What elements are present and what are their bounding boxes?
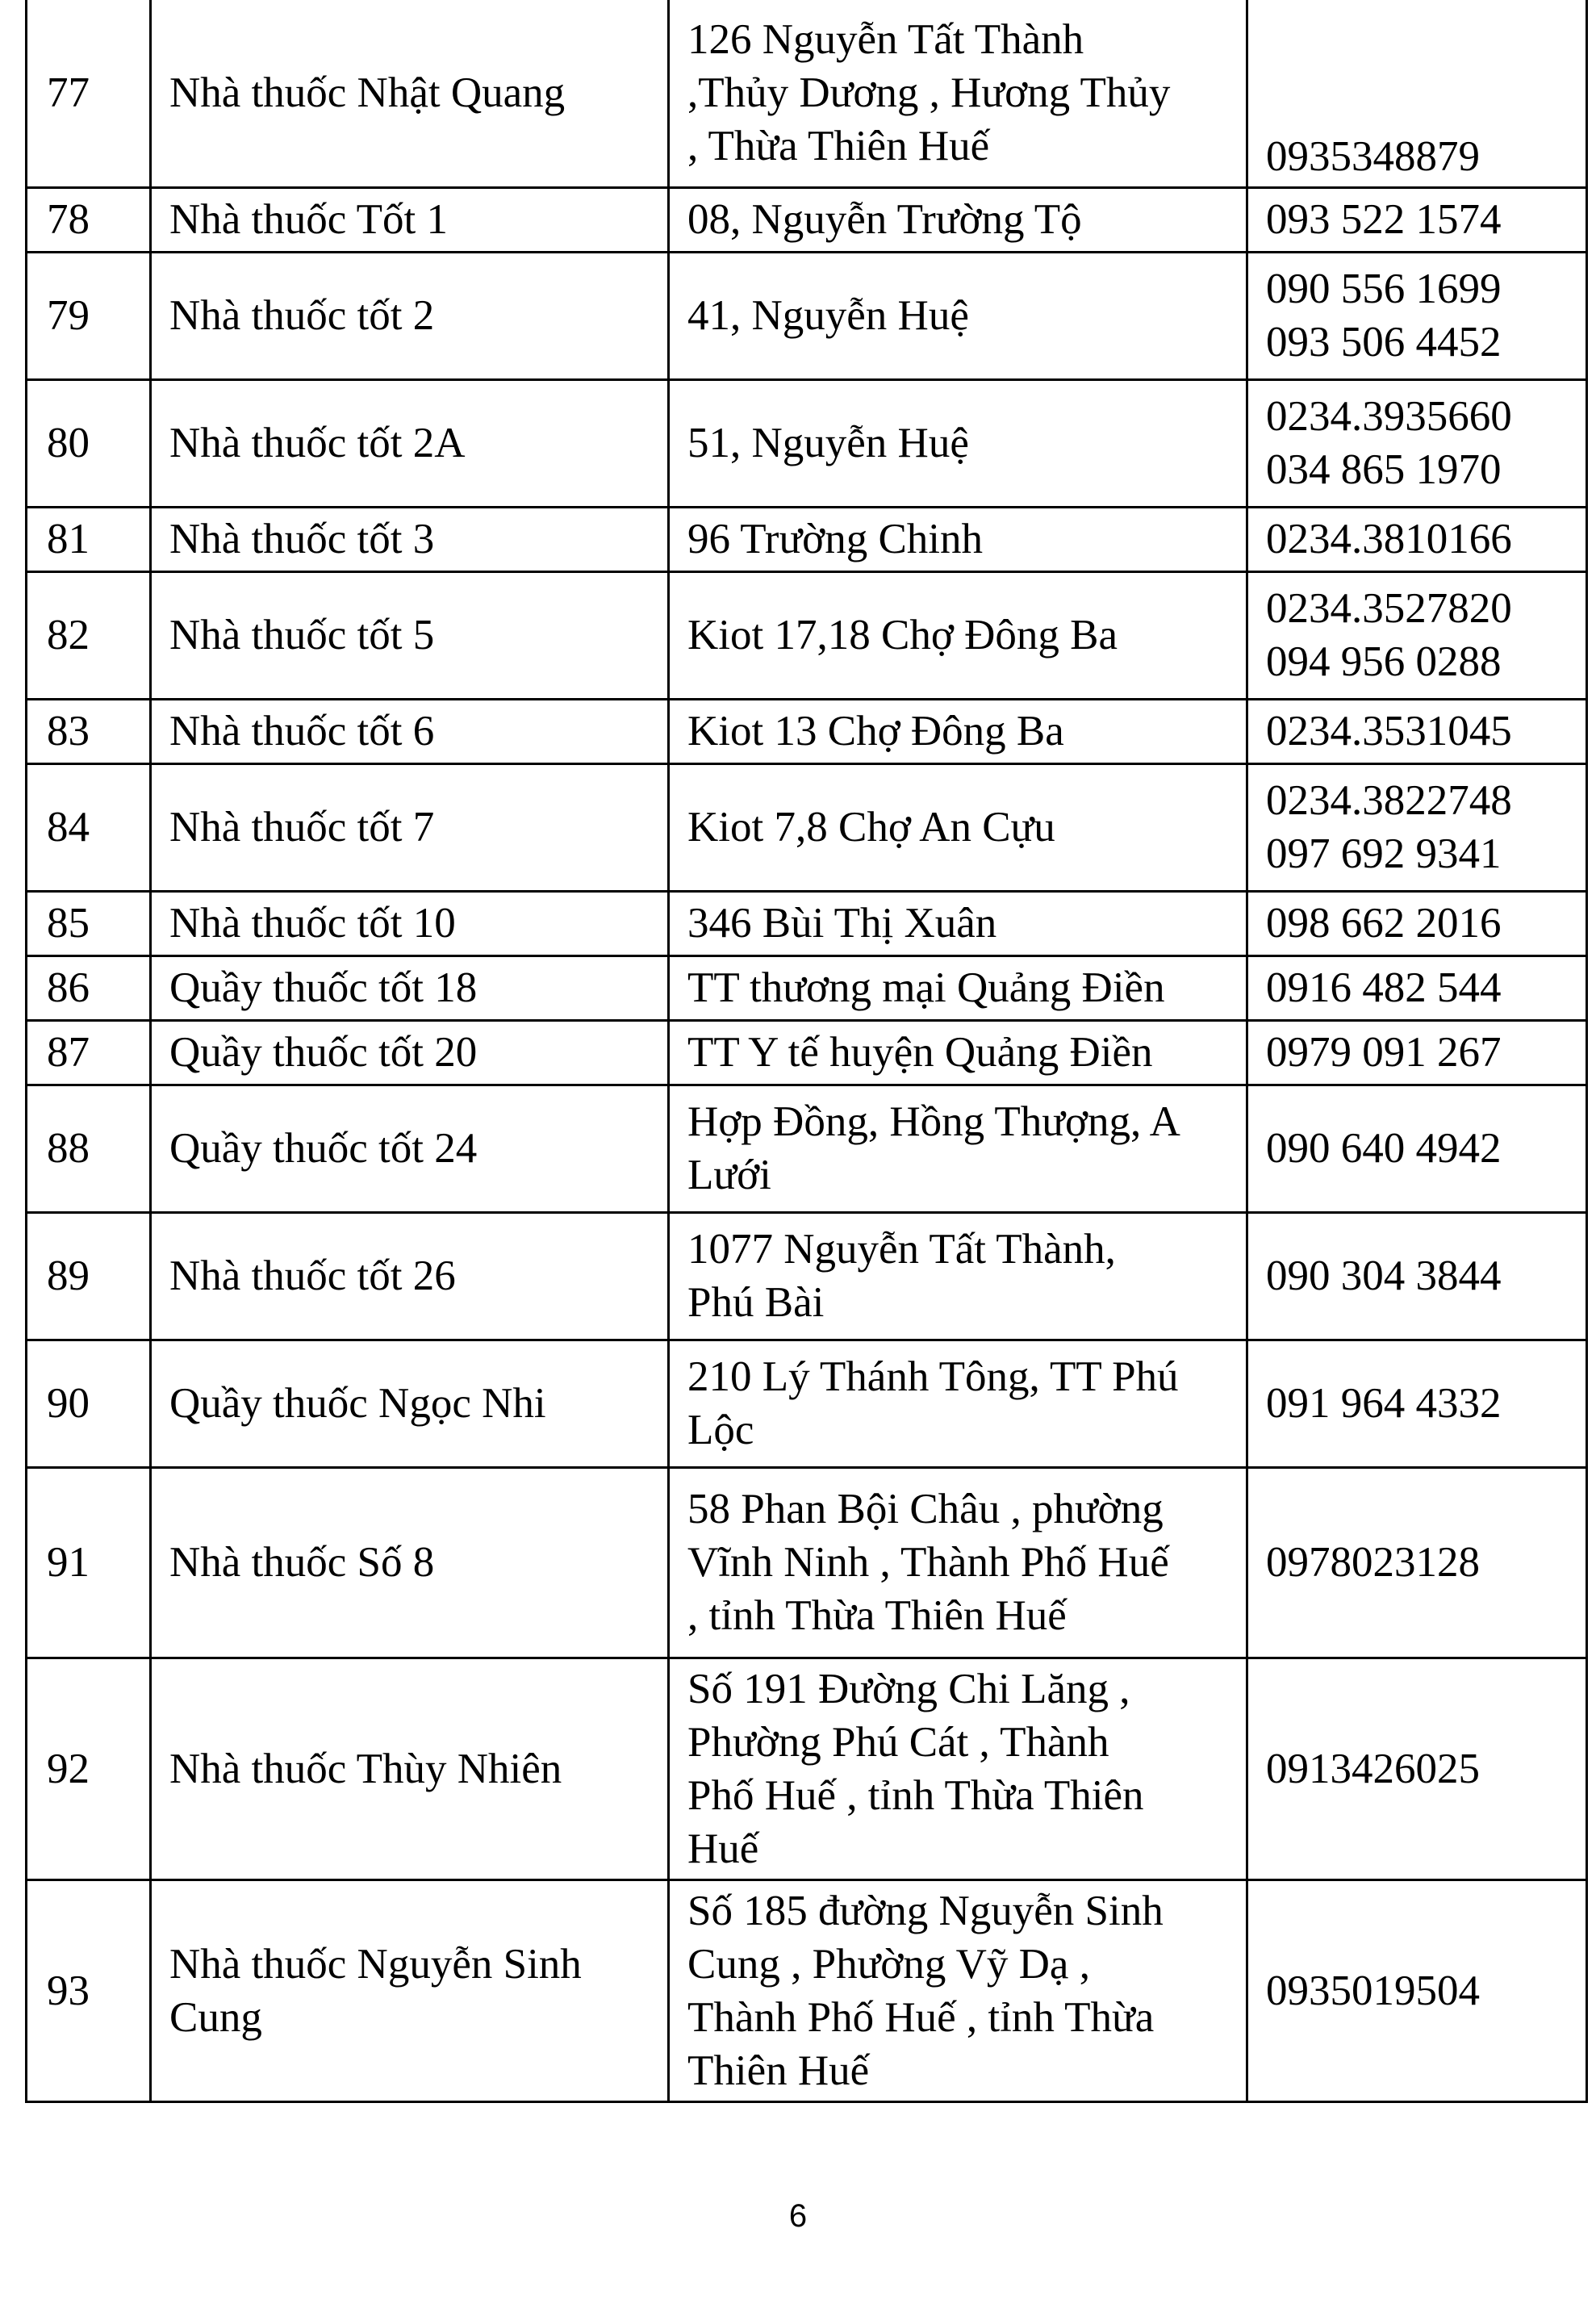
cell-address-line: Kiot 7,8 Chợ An Cựu [687,804,1055,851]
cell-phone [1247,252,1587,379]
table-body [27,0,1587,2101]
cell-pharmacy-name [151,1467,669,1658]
cell-number: 87 [27,1020,151,1085]
cell-address-line: 346 Bùi Thị Xuân [687,900,997,947]
cell-phone-line: 094 956 0288 [1266,638,1502,685]
cell-address-line: Vĩnh Ninh , Thành Phố Huế [687,1539,1169,1586]
cell-phone [1247,187,1587,252]
pharmacy-list-table [25,0,1588,2103]
cell-phone [1247,571,1587,699]
cell-number: 90 [27,1340,151,1467]
cell-number: 91 [27,1467,151,1658]
cell-address-line: , tỉnh Thừa Thiên Huế [687,1592,1067,1639]
cell-pharmacy-name [151,1212,669,1340]
cell-pharmacy-name [151,0,669,187]
cell-pharmacy-name [151,187,669,252]
table-row [27,507,1587,571]
cell-pharmacy-name-line: Nhà thuốc tốt 7 [169,804,435,851]
cell-address-line: 126 Nguyễn Tất Thành [687,16,1084,64]
cell-pharmacy-name-line: Nhà thuốc tốt 2A [169,420,466,466]
cell-number: 84 [27,763,151,891]
cell-phone-line: 0234.3822748 [1266,777,1512,824]
cell-number: 81 [27,507,151,571]
cell-address [669,507,1247,571]
cell-pharmacy-name [151,1085,669,1212]
cell-number: 80 [27,379,151,507]
cell-pharmacy-name [151,379,669,507]
cell-address-line: Kiot 17,18 Chợ Đông Ba [687,612,1118,659]
cell-number: 88 [27,1085,151,1212]
cell-address-line: Phú Bài [687,1279,825,1326]
cell-phone-line: 090 556 1699 [1266,266,1502,312]
cell-address-line: Thành Phố Huế , tỉnh Thừa [687,1993,1155,2041]
cell-number: 77 [27,0,151,187]
cell-address-line: 51, Nguyễn Huệ [687,420,969,466]
cell-address [669,379,1247,507]
table-row [27,1658,1587,1879]
cell-phone-line: 0234.3810166 [1266,516,1512,562]
cell-address-line: ,Thủy Dương , Hương Thủy [687,69,1171,117]
cell-phone-line: 097 692 9341 [1266,830,1502,877]
cell-number: 92 [27,1658,151,1879]
cell-phone-line: 0916 482 544 [1266,964,1502,1011]
table-row [27,252,1587,379]
cell-phone-line: 093 506 4452 [1266,319,1502,366]
cell-number: 83 [27,699,151,763]
cell-address [669,571,1247,699]
cell-address-line: Cung , Phường Vỹ Dạ , [687,1940,1090,1988]
cell-pharmacy-name [151,507,669,571]
cell-phone-line: 0935348879 [1266,132,1480,180]
cell-phone [1247,1085,1587,1212]
cell-address-line: 08, Nguyễn Trường Tộ [687,196,1082,243]
cell-number: 89 [27,1212,151,1340]
cell-pharmacy-name-line: Nhà thuốc tốt 3 [169,516,435,562]
cell-address [669,1879,1247,2101]
cell-phone-line: 0978023128 [1266,1539,1480,1586]
table-row [27,571,1587,699]
cell-pharmacy-name-line: Nhà thuốc Nguyễn Sinh [169,1940,582,1988]
cell-address [669,1467,1247,1658]
cell-number: 78 [27,187,151,252]
cell-address-line: Phố Huế , tỉnh Thừa Thiên [687,1771,1144,1819]
cell-pharmacy-name-line: Nhà thuốc tốt 6 [169,708,435,755]
cell-address [669,1085,1247,1212]
cell-phone-line: 0234.3527820 [1266,585,1512,632]
cell-address-line: 1077 Nguyễn Tất Thành, [687,1226,1116,1273]
cell-address [669,763,1247,891]
cell-pharmacy-name-line: Nhà thuốc Thùy Nhiên [169,1745,562,1792]
cell-address-line: , Thừa Thiên Huế [687,123,990,170]
cell-phone-line: 093 522 1574 [1266,196,1502,243]
table-row [27,1212,1587,1340]
cell-phone-line: 0234.3531045 [1266,708,1512,755]
cell-number: 85 [27,891,151,955]
cell-address-line: Lộc [687,1407,754,1453]
cell-address [669,1212,1247,1340]
cell-address [669,955,1247,1020]
cell-phone-line: 0935019504 [1266,1967,1480,2014]
cell-address-line: Kiot 13 Chợ Đông Ba [687,708,1064,755]
cell-pharmacy-name [151,763,669,891]
cell-phone [1247,955,1587,1020]
cell-address-line: 210 Lý Thánh Tông, TT Phú [687,1353,1179,1400]
cell-phone [1247,1467,1587,1658]
cell-pharmacy-name-line: Nhà thuốc tốt 2 [169,292,435,339]
cell-pharmacy-name-line: Quầy thuốc tốt 18 [169,964,478,1011]
cell-phone [1247,507,1587,571]
table-row [27,763,1587,891]
cell-pharmacy-name [151,891,669,955]
cell-number: 86 [27,955,151,1020]
cell-phone-line: 0234.3935660 [1266,393,1512,440]
cell-number: 79 [27,252,151,379]
cell-pharmacy-name-line: Nhà thuốc tốt 26 [169,1252,456,1299]
cell-pharmacy-name-line: Quầy thuốc Ngọc Nhi [169,1380,546,1427]
cell-pharmacy-name [151,955,669,1020]
cell-pharmacy-name [151,1020,669,1085]
cell-pharmacy-name-line: Nhà thuốc Tốt 1 [169,196,448,243]
cell-phone-line: 090 640 4942 [1266,1125,1502,1172]
cell-pharmacy-name [151,252,669,379]
cell-address [669,699,1247,763]
cell-address [669,891,1247,955]
table-row [27,699,1587,763]
cell-phone [1247,0,1587,187]
cell-phone [1247,1212,1587,1340]
cell-pharmacy-name [151,1340,669,1467]
cell-phone [1247,1020,1587,1085]
cell-pharmacy-name-line: Nhà thuốc tốt 5 [169,612,435,659]
cell-pharmacy-name-line: Nhà thuốc Nhật Quang [169,69,566,117]
cell-address-line: Số 185 đường Nguyễn Sinh [687,1887,1164,1934]
cell-address-line: Số 191 Đường Chi Lăng , [687,1665,1130,1712]
cell-number: 82 [27,571,151,699]
cell-phone [1247,891,1587,955]
table-row [27,1020,1587,1085]
cell-phone [1247,699,1587,763]
cell-pharmacy-name [151,699,669,763]
cell-address-line: TT Y tế huyện Quảng Điền [687,1029,1153,1076]
cell-phone-line: 098 662 2016 [1266,900,1502,947]
cell-phone [1247,1340,1587,1467]
cell-address-line: 41, Nguyễn Huệ [687,292,969,339]
cell-pharmacy-name-line: Quầy thuốc tốt 24 [169,1125,478,1172]
cell-phone [1247,1658,1587,1879]
cell-phone-line: 090 304 3844 [1266,1252,1502,1299]
cell-phone-line: 091 964 4332 [1266,1380,1502,1427]
cell-address-line: 58 Phan Bội Châu , phường [687,1486,1164,1532]
cell-address [669,1340,1247,1467]
table-row [27,891,1587,955]
table-row [27,0,1587,187]
table-row [27,1879,1587,2101]
cell-address [669,1658,1247,1879]
cell-phone-line: 0979 091 267 [1266,1029,1502,1076]
cell-address-line: TT thương mại Quảng Điền [687,964,1165,1011]
cell-phone [1247,763,1587,891]
table-row [27,379,1587,507]
cell-address-line: Lưới [687,1152,771,1198]
table-row [27,1467,1587,1658]
cell-address-line: Hợp Đồng, Hồng Thượng, A [687,1098,1180,1145]
table-row [27,1340,1587,1467]
table-row [27,187,1587,252]
cell-address-line: Thiên Huế [687,2047,870,2094]
cell-address [669,1020,1247,1085]
cell-pharmacy-name [151,1658,669,1879]
cell-pharmacy-name [151,1879,669,2101]
cell-phone-line: 0913426025 [1266,1745,1480,1792]
cell-phone [1247,1879,1587,2101]
cell-address-line: Phường Phú Cát , Thành [687,1718,1109,1766]
page-number: 6 [788,2198,808,2234]
cell-phone-line: 034 865 1970 [1266,446,1502,493]
cell-pharmacy-name-line: Quầy thuốc tốt 20 [169,1029,478,1076]
cell-pharmacy-name-line: Nhà thuốc tốt 10 [169,900,456,947]
cell-address-line: Huế [687,1825,759,1872]
cell-address [669,187,1247,252]
cell-pharmacy-name [151,571,669,699]
cell-pharmacy-name-line: Nhà thuốc Số 8 [169,1539,435,1586]
cell-phone [1247,379,1587,507]
cell-address [669,0,1247,187]
table-row [27,1085,1587,1212]
cell-pharmacy-name-line: Cung [169,1993,262,2041]
cell-address [669,252,1247,379]
table-row [27,955,1587,1020]
cell-number: 93 [27,1879,151,2101]
cell-address-line: 96 Trường Chinh [687,516,984,562]
